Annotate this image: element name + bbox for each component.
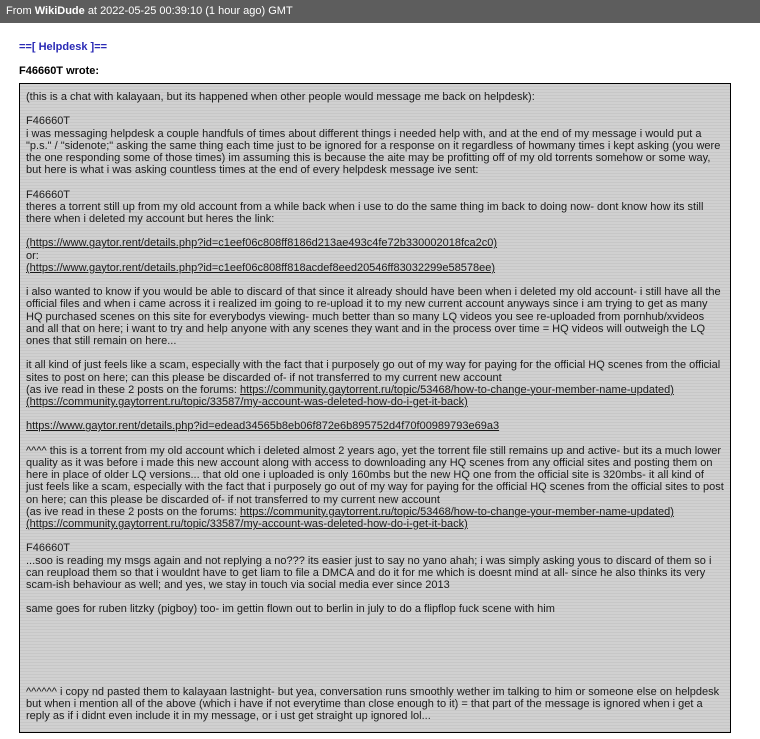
at-label: at <box>87 5 97 17</box>
paragraph-text: theres a torrent still up from my old account from a while back when i use to do the same thing im back to doing now- dont know how its still there when i deleted my account but heres the link: <box>26 200 704 225</box>
torrent-link-2[interactable]: (https://www.gaytor.rent/details.php?id=c1eef06c808ff818acdef8eed20546ff83032299e58578ee) <box>26 261 495 274</box>
message-header <box>0 0 760 23</box>
speaker-name: F46660T <box>26 188 71 201</box>
quote-paragraph-8: ^^^^^^ i copy nd pasted them to kalayaan lastnight- but yea, conversation runs smoothly wether im talking to him or someone else on helpdesk but when i mention all of the above (which i have if not everytime than close enough to it) = that part of the message is ignored when i get a reply as if i didnt even include it in my message, or i ust get straight up ignored lol... <box>26 685 720 723</box>
forum-prefix: (as ive read in these 2 posts on the forums: <box>26 383 241 396</box>
forum-link-3[interactable]: https://community.gaytorrent.ru/topic/53468/how-to-change-your-member-name-updated) <box>240 505 674 518</box>
quote-paragraph-7: same goes for ruben litzky (pigboy) too- im gettin flown out to berlin in july to do a flipflop fuck scene with him <box>26 603 555 616</box>
speaker-name: F46660T <box>26 542 71 555</box>
quote-paragraph-5 <box>26 445 724 530</box>
quote-intro: (this is a chat with kalayaan, but its happened when other people would message me back on helpdesk): <box>26 91 535 103</box>
message-timestamp: 2022-05-25 00:39:10 (1 hour ago) GMT <box>100 5 293 17</box>
message-body <box>0 23 760 733</box>
torrent-link-1[interactable]: (https://www.gaytor.rent/details.php?id=c1eef06c808ff8186d213ae493c4fe72b330002018fca2c0) <box>26 237 498 250</box>
paragraph-text: it all kind of just feels like a scam, especially with the fact that i purposely go out of my way for paying for the official HQ scenes from the official sites to post on here; can this please be discarded of- if not transferred to my current new account <box>26 359 721 384</box>
sender-username[interactable]: WikiDude <box>34 5 85 17</box>
quote-paragraph-4 <box>26 359 724 408</box>
quote-author: F46660T wrote: <box>19 65 100 77</box>
quote-paragraph-1 <box>26 115 724 176</box>
or-label: or: <box>26 249 39 262</box>
paragraph-text: ^^^^ this is a torrent from my old account which i deleted almost 2 years ago, yet the torrent file still remains up and active- but its a much lower quality as it was before i made this new account along with access to downloading any HQ scenes from any official sites and posting them on here in place of older LQ versions... that old one i uploaded is only 160mbs but the new HQ one from the official site is 320mbs- it all kind of just feels like a scam, especially with the fact that i purposely go out of my way for paying for the official HQ scenes from the official sites to post on here; can this please be discarded of- if not transferred to my current new account <box>26 444 724 506</box>
torrent-link-3-line <box>26 420 724 432</box>
torrent-link-3[interactable]: https://www.gaytor.rent/details.php?id=edead34565b8eb06f872e6b895752d4f70f00989793e69a3 <box>26 420 500 433</box>
paragraph-text: i was messaging helpdesk a couple handfuls of times about different things i needed help with, and at the end of my message i would put a "p.s." / "sidenote;" asking the same thing each time just to be ignored for a response on it regardless of howmany times i kept asking (you were the one responding some of those times) im assuming this is because the aite may be profitting off of my old torrents somehow or some way, but here is what i was asking countless times at the end of every helpdesk message ive sent: <box>26 127 721 177</box>
forum-link-1[interactable]: https://community.gaytorrent.ru/topic/53468/how-to-change-your-member-name-updated) <box>240 383 674 396</box>
quote-paragraph-2 <box>26 189 724 226</box>
blank-space <box>26 628 724 686</box>
section-title: ==[ Helpdesk ]== <box>19 41 108 53</box>
quote-paragraph-3: i also wanted to know if you would be able to discard of that since it already should have been when i deleted my old account- i still have all the official files and when i came across it i realized im going to re-upload it to my new current account anyways since i am trying to get as many HQ purchased scenes on this site for everybodys viewing- much better than so many LQ videos you see re-uploaded from pornhub/xvideos and all that on here; i want to try and help anyone with any scenes they want and in the process over time = HQ videos will outweigh the LQ ones that still remain on here... <box>26 286 721 347</box>
forum-prefix: (as ive read in these 2 posts on the forums: <box>26 505 241 518</box>
forum-link-4[interactable]: (https://community.gaytorrent.ru/topic/33587/my-account-was-deleted-how-do-i-get-it-back) <box>26 518 468 530</box>
torrent-links <box>26 237 724 274</box>
quote-box <box>19 83 731 733</box>
quote-paragraph-6 <box>26 542 724 591</box>
forum-link-2[interactable]: (https://community.gaytorrent.ru/topic/33587/my-account-was-deleted-how-do-i-get-it-back) <box>26 396 468 408</box>
from-label: From <box>6 5 32 17</box>
speaker-name: F46660T <box>26 115 71 128</box>
paragraph-text: ...soo is reading my msgs again and not replying a no??? its easier just to say no yano ahah; i was simply asking yous to discard of them so i can reupload them so that i wouldnt have to get liam to file a DMCA and do it for me which is doesnt mind at all- since he also thinks its very scam-ish behaviour as well; and yes, we stay in touch via social media ever since 2013 <box>26 554 712 591</box>
